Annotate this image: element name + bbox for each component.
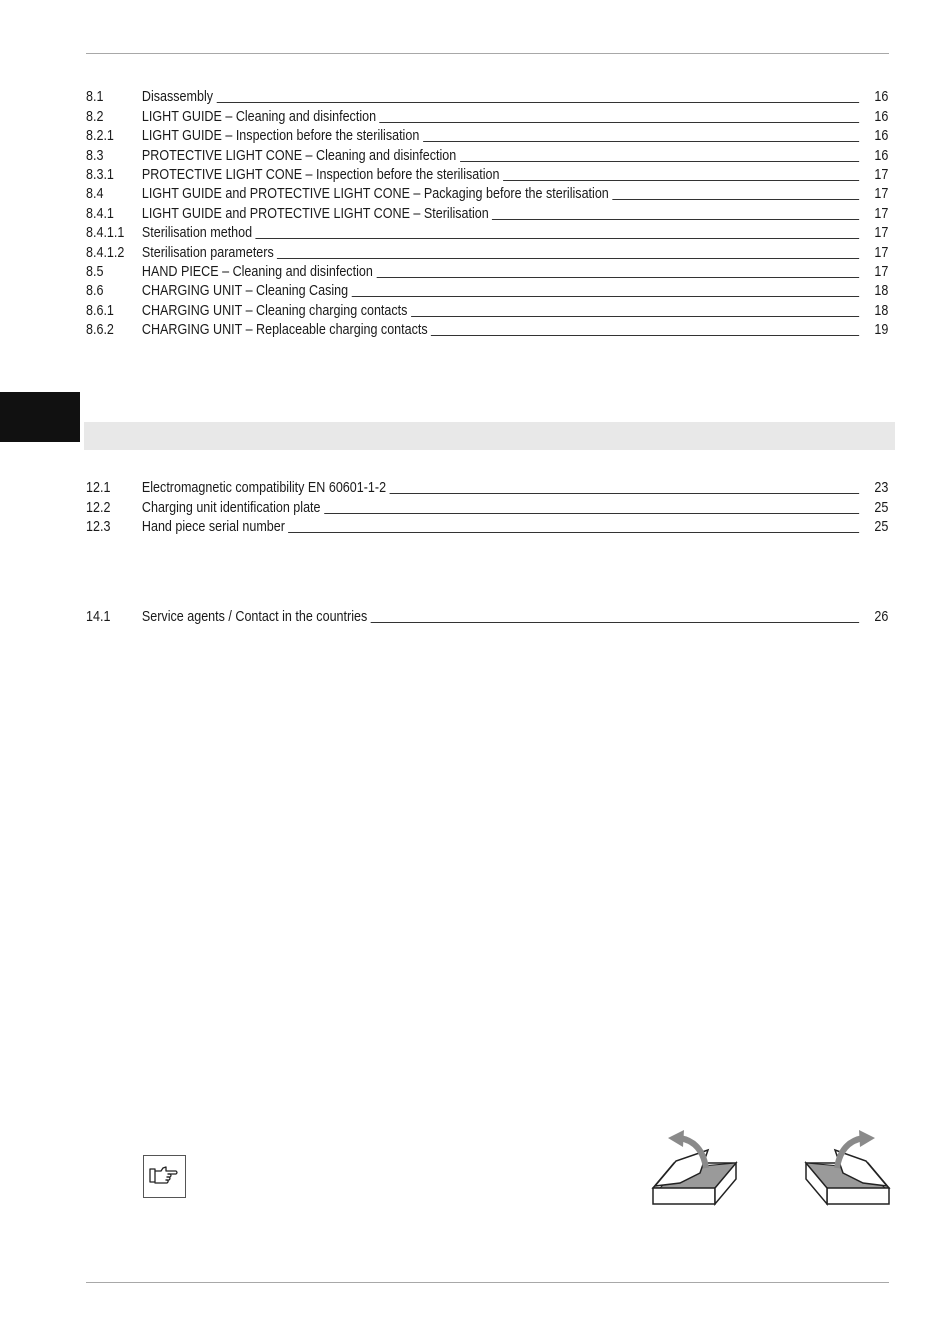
toc-entry-title: LIGHT GUIDE and PROTECTIVE LIGHT CONE – Packaging before the sterilisation xyxy=(141,186,609,203)
toc-entry-number: 8.6 xyxy=(86,283,104,300)
toc-entry[interactable] xyxy=(86,282,888,301)
toc-entry-page: 17 xyxy=(874,244,889,261)
toc-entry-title: Service agents / Contact in the countries xyxy=(141,609,368,626)
toc-entry-page: 25 xyxy=(874,499,889,516)
toc-entry-page: 16 xyxy=(874,89,889,106)
toc-entry-page: 17 xyxy=(874,186,889,203)
toc-entry-title: CHARGING UNIT – Cleaning Casing xyxy=(141,283,349,300)
toc-leader-line xyxy=(288,532,859,533)
toc-leader-line xyxy=(324,513,859,514)
toc-entry-number: 8.4.1.2 xyxy=(86,244,125,261)
toc-leader-line xyxy=(216,102,859,103)
toc-entry[interactable] xyxy=(86,479,888,498)
toc-entry[interactable] xyxy=(86,146,888,165)
toc-entry-number: 14.1 xyxy=(86,609,111,626)
toc-entry-number: 8.4.1 xyxy=(86,205,114,222)
toc-entry-title: Sterilisation parameters xyxy=(141,244,274,261)
toc-leader-line xyxy=(371,622,859,623)
toc-entry[interactable] xyxy=(86,88,888,107)
toc-entry[interactable] xyxy=(86,185,888,204)
toc-entry-number: 8.2.1 xyxy=(86,128,114,145)
toc-leader-line xyxy=(492,219,859,220)
toc-entry-page: 17 xyxy=(874,263,889,280)
toc-entry[interactable] xyxy=(86,263,888,282)
toc-entry-title: Hand piece serial number xyxy=(141,519,285,536)
toc-entry-page: 17 xyxy=(874,225,889,242)
toc-entry-number: 8.6.1 xyxy=(86,302,114,319)
toc-leader-line xyxy=(380,122,860,123)
toc-leader-line xyxy=(411,316,859,317)
toc-leader-line xyxy=(277,258,859,259)
toc-entry-page: 18 xyxy=(874,302,889,319)
toc-entry-page: 18 xyxy=(874,283,889,300)
toc-entry[interactable] xyxy=(86,608,888,627)
toc-entry[interactable] xyxy=(86,224,888,243)
top-rule xyxy=(86,53,889,54)
chapter-band xyxy=(84,422,895,450)
toc-entry[interactable] xyxy=(86,166,888,185)
toc-entry[interactable] xyxy=(86,498,888,517)
toc-entry-number: 8.2 xyxy=(86,108,104,125)
toc-section-8 xyxy=(86,88,889,340)
toc-entry-page: 17 xyxy=(874,166,889,183)
toc-entry-number: 12.2 xyxy=(86,499,111,516)
toc-entry-number: 8.4 xyxy=(86,186,104,203)
toc-entry-page: 16 xyxy=(874,128,889,145)
toc-entry-page: 17 xyxy=(874,205,889,222)
toc-entry-page: 19 xyxy=(874,322,889,339)
toc-entry-number: 8.6.2 xyxy=(86,322,114,339)
toc-entry-title: HAND PIECE – Cleaning and disinfection xyxy=(141,263,373,280)
toc-entry-title: CHARGING UNIT – Replaceable charging contacts xyxy=(141,322,428,339)
toc-leader-line xyxy=(352,296,860,297)
pointing-hand-icon xyxy=(143,1155,186,1198)
bottom-rule xyxy=(86,1282,889,1283)
toc-entry-title: Electromagnetic compatibility EN 60601-1-2 xyxy=(141,480,387,497)
toc-leader-line xyxy=(389,493,859,494)
toc-entry-title: PROTECTIVE LIGHT CONE – Cleaning and disinfection xyxy=(141,147,457,164)
chapter-tab xyxy=(0,392,80,442)
toc-entry[interactable] xyxy=(86,301,888,320)
toc-entry[interactable] xyxy=(86,518,888,537)
toc-leader-line xyxy=(460,161,859,162)
toc-entry[interactable] xyxy=(86,127,888,146)
toc-leader-line xyxy=(376,277,859,278)
toc-entry-title: Charging unit identification plate xyxy=(141,499,321,516)
toc-leader-line xyxy=(503,180,859,181)
toc-entry-number: 8.4.1.1 xyxy=(86,225,125,242)
box-open-right-icon xyxy=(803,1128,895,1213)
toc-entry-title: PROTECTIVE LIGHT CONE – Inspection before the sterilisation xyxy=(141,166,500,183)
toc-entry[interactable] xyxy=(86,204,888,223)
box-open-left-icon xyxy=(650,1128,742,1213)
toc-entry-number: 8.3 xyxy=(86,147,104,164)
toc-entry-number: 12.1 xyxy=(86,480,111,497)
toc-entry-title: LIGHT GUIDE – Cleaning and disinfection xyxy=(141,108,377,125)
toc-entry-title: CHARGING UNIT – Cleaning charging contacts xyxy=(141,302,408,319)
toc-entry-title: LIGHT GUIDE and PROTECTIVE LIGHT CONE – Sterilisation xyxy=(141,205,489,222)
toc-entry-number: 12.3 xyxy=(86,519,111,536)
toc-entry-title: LIGHT GUIDE – Inspection before the sterilisation xyxy=(141,128,420,145)
toc-entry-page: 25 xyxy=(874,519,889,536)
toc-entry-title: Disassembly xyxy=(141,89,214,106)
toc-entry-number: 8.1 xyxy=(86,89,104,106)
toc-entry-page: 26 xyxy=(874,609,889,626)
toc-leader-line xyxy=(612,199,859,200)
toc-leader-line xyxy=(431,335,859,336)
toc-entry[interactable] xyxy=(86,321,888,340)
toc-entry-page: 16 xyxy=(874,108,889,125)
toc-section-14 xyxy=(86,608,889,627)
toc-leader-line xyxy=(256,238,860,239)
toc-entry-number: 8.3.1 xyxy=(86,166,114,183)
toc-leader-line xyxy=(423,141,859,142)
toc-entry-number: 8.5 xyxy=(86,263,104,280)
toc-entry-page: 23 xyxy=(874,480,889,497)
toc-entry-page: 16 xyxy=(874,147,889,164)
toc-section-12 xyxy=(86,479,889,537)
toc-entry[interactable] xyxy=(86,107,888,126)
toc-entry[interactable] xyxy=(86,243,888,262)
toc-entry-title: Sterilisation method xyxy=(141,225,253,242)
